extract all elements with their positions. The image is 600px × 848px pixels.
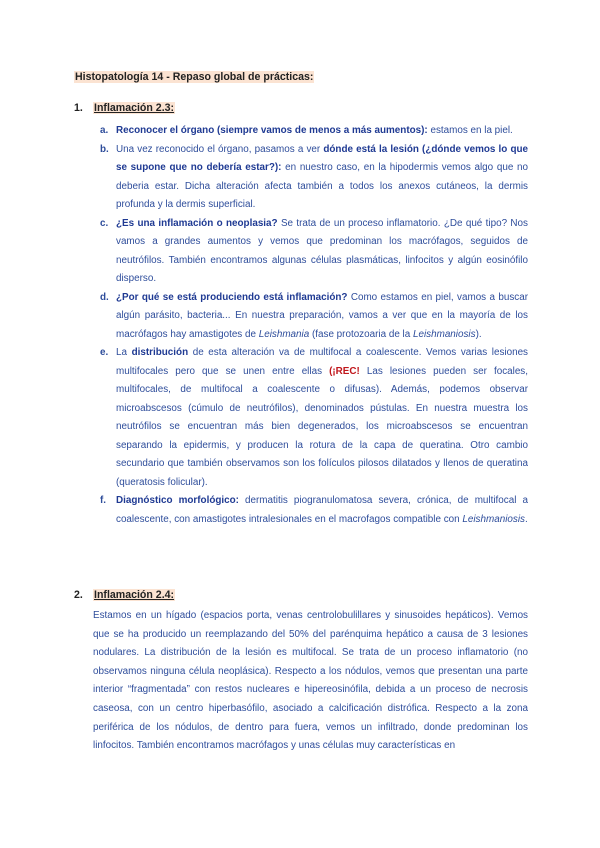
item-text: ). (475, 328, 482, 340)
document-title: Histopatología 14 - Repaso global de prácticas: (75, 71, 314, 83)
section-inflamacion-2-4 (74, 586, 528, 756)
list-item-c (74, 215, 528, 289)
item-text: Se trata de un proceso inflamatorio. ¿De qué tipo? Nos vamos a grandes aumentos y vemos que predominan los macrófagos, seguidos de neutrófilos. También encontramos algunas células plasmáticas, linfocitos y algún eosinófilo disperso. (116, 217, 528, 284)
item-text: en nuestro caso, en la hipodermis vemos algo que no deberia estar. Dicha alteración afecta también a todos los anexos cutáneos, la dermis profunda y la dermis superficial. (116, 162, 528, 210)
item-italic-text: Leishmania (258, 328, 310, 340)
section-heading (74, 586, 528, 605)
item-letter: f. (100, 495, 107, 506)
item-text: de esta alteración va de multifocal a coalescente. Vemos varias lesiones multifocales pero que se unen entre ellas (116, 347, 528, 377)
section-title: Inflamación 2.3: (94, 102, 175, 114)
item-text: La (116, 347, 132, 358)
item-text: . (524, 513, 528, 525)
item-letter: e. (100, 347, 109, 358)
item-letter: b. (100, 143, 109, 155)
rec-highlight: (¡REC! (329, 365, 360, 377)
section-title: Inflamación 2.4: (94, 589, 175, 601)
item-letter: d. (100, 291, 109, 303)
list-item-f (74, 492, 528, 529)
item-bold-text: Diagnóstico morfológico: (116, 495, 239, 506)
section-heading (74, 99, 528, 118)
item-bold-text: Reconocer el órgano (siempre vamos de menos a más aumentos): (116, 125, 428, 136)
item-letter: c. (100, 217, 109, 229)
list-item-e (74, 344, 528, 492)
list-item-d (74, 289, 528, 345)
item-text: (fase protozoaria de la (309, 328, 413, 340)
section-paragraph: Estamos en un hígado (espacios porta, venas centrolobulillares y sinusoides hepáticos). Vemos que se ha producido un reemplazando del 50% del parénquima hepático a causa de 3 lesiones nodulares. La distribución de la lesión es multifocal. Se trata de un proceso inflamatorio (no observamos ninguna célula neoplásica). Respecto a los nódulos, vemos que presentan una parte interior “fragmentada” con restos nucleares e hipereosinófila, debida a un proceso de necrosis caseosa, con un centro hiperbasófilo, asociado a calcificación distrófica. Respecto a la zona periférica de los nódulos, de dentro para fuera, vemos un infiltrado, donde predominan los linfocitos. También encontramos macrófagos y unas células muy características en (93, 610, 528, 752)
list-item-b (74, 141, 528, 215)
item-italic-text: Leishmaniosis (462, 513, 525, 525)
section-inflamacion-2-3 (74, 99, 528, 529)
item-bold-text: distribución (131, 347, 189, 358)
item-text: Una vez reconocido el órgano, pasamos a ver (116, 143, 324, 155)
item-bold-text: ¿Por qué se está produciendo está inflamación? (116, 291, 348, 303)
list-item-a (74, 122, 528, 141)
section-number: 1. (74, 102, 83, 114)
item-letter: a. (100, 125, 109, 136)
item-text: estamos en la piel. (427, 125, 513, 136)
item-text: Las lesiones pueden ser focales, multifocales, de multifocal a coalescente o difusas). Además, podemos observar microabscesos (cúmulo de neutrófilos), denominados pústulas. En nuestra muestra los neutrófilos se encuentran más bien degenerados, los microabscesos se encuentran separando la epidermis, y producen la rotura de la capa de queratina. Otro cambio secundario que también observamos son los folículos pilosos dilatados y llenos de queratina (queratosis folicular). (116, 365, 528, 488)
item-list (74, 122, 528, 529)
item-text: dermatitis piogranulomatosa severa, crónica, de multifocal a coalescente, con amastigotes intralesionales en el macrofagos compatible con (116, 495, 528, 525)
item-italic-text: Leishmaniosis (412, 328, 476, 340)
section-number: 2. (74, 589, 83, 601)
item-bold-text: dónde está la lesión (¿dónde vemos lo que se supone que no debería estar?): (116, 143, 529, 173)
item-text: Como estamos en piel, vamos a buscar algún parásito, bacteria... En nuestra preparación, vamos a ver que en la mayoría de los macrófagos hay amastigotes de (116, 291, 528, 340)
item-bold-text: ¿Es una inflamación o neoplasia? (116, 217, 278, 229)
